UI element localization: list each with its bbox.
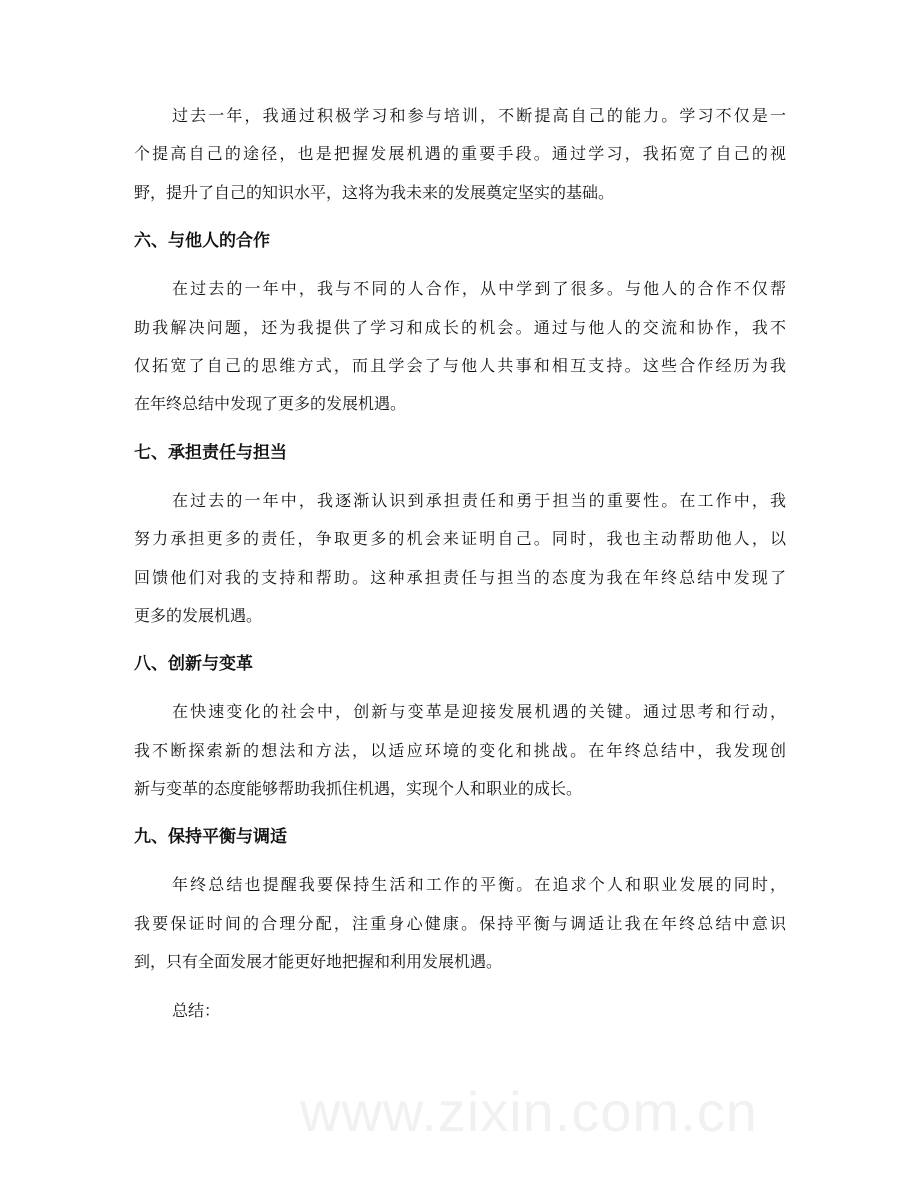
watermark: www.zixin.com.cn	[300, 1080, 758, 1143]
paragraph-line: 个提高自己的途径，也是把握发展机遇的重要手段。通过学习，我拓宽了自己的视	[134, 144, 786, 164]
paragraph	[134, 693, 786, 808]
summary-label: 总结：	[172, 1000, 221, 1020]
document-body	[134, 97, 786, 1030]
paragraph-line: 仅拓宽了自己的思维方式，而且学会了与他人共事和相互支持。这些合作经历为我	[134, 355, 786, 375]
paragraph-line: 野，提升了自己的知识水平，这将为我未来的发展奠定坚实的基础。	[134, 182, 615, 202]
paragraph	[134, 270, 786, 424]
paragraph-line: 到，只有全面发展才能更好地把握和利用发展机遇。	[134, 952, 503, 972]
paragraph-line: 在过去的一年中，我与不同的人合作，从中学到了很多。与他人的合作不仅帮	[172, 279, 786, 299]
section-heading: 八、创新与变革	[134, 654, 253, 675]
paragraph-line: 回馈他们对我的支持和帮助。这种承担责任与担当的态度为我在年终总结中发现了	[134, 567, 786, 587]
paragraph	[134, 97, 786, 212]
section-heading: 六、与他人的合作	[134, 231, 270, 252]
paragraph-line: 助我解决问题，还为我提供了学习和成长的机会。通过与他人的交流和协作，我不	[134, 317, 786, 337]
paragraph-line: 年终总结也提醒我要保持生活和工作的平衡。在追求个人和职业发展的同时，	[172, 875, 786, 895]
section-heading: 七、承担责任与担当	[134, 442, 287, 463]
paragraph-line: 在过去的一年中，我逐渐认识到承担责任和勇于担当的重要性。在工作中，我	[172, 490, 786, 510]
paragraph-line: 努力承担更多的责任，争取更多的机会来证明自己。同时，我也主动帮助他人，以	[134, 529, 786, 549]
section-heading: 九、保持平衡与调适	[134, 827, 287, 848]
paragraph-line: 我要保证时间的合理分配，注重身心健康。保持平衡与调适让我在年终总结中意识	[134, 913, 786, 933]
paragraph-line: 在快速变化的社会中，创新与变革是迎接发展机遇的关键。通过思考和行动，	[172, 702, 786, 722]
paragraph-line: 过去一年，我通过积极学习和参与培训，不断提高自己的能力。学习不仅是一	[172, 106, 786, 125]
paragraph-line: 新与变革的态度能够帮助我抓住机遇，实现个人和职业的成长。	[134, 779, 583, 799]
paragraph	[134, 482, 786, 636]
paragraph-line: 更多的发展机遇。	[134, 605, 263, 625]
paragraph	[134, 866, 786, 981]
paragraph-line: 我不断探索新的想法和方法，以适应环境的变化和挑战。在年终总结中，我发现创	[134, 740, 786, 760]
paragraph-line: 在年终总结中发现了更多的发展机遇。	[134, 394, 407, 414]
